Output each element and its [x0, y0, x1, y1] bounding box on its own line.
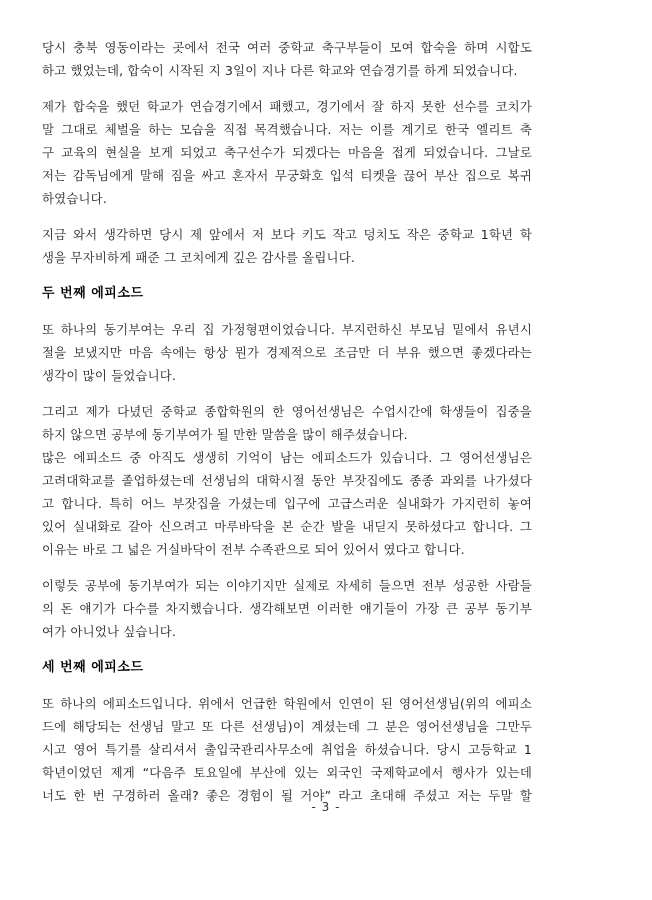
text-line: 하였습니다.: [42, 191, 107, 206]
text-line: 또 하나의 에피소드입니다. 위에서 언급한 학원에서 인연이 된 영어선생님(위의 에피소: [42, 696, 532, 711]
text-line: 저는 감독님에게 말해 짐을 싸고 혼자서 무궁화호 입석 티켓을 끊어 부산 집으로 복귀: [42, 168, 532, 183]
text-line: 이렇듯 공부에 동기부여가 되는 이야기지만 실제로 자세히 들으면 전부 성공한 사람들: [42, 578, 532, 593]
paragraph: [42, 574, 532, 643]
text-line: 학년이었던 제게 “다음주 토요일에 부산에 있는 외국인 국제학교에서 행사가 있는데: [42, 765, 532, 780]
text-line: 생을 무자비하게 패준 그 코치에게 깊은 감사를 올립니다.: [42, 250, 356, 265]
text-line: 고려대학교를 졸업하셨는데 선생님의 대학시절 동안 부잣집에도 종종 과외를 나가셨다: [42, 473, 532, 488]
text-line: 하지 않으면 공부에 동기부여가 될 만한 말씀을 많이 해주셨습니다.: [42, 427, 408, 442]
text-line: 당시 충북 영동이라는 곳에서 전국 여러 중학교 축구부들이 모여 합숙을 하며 시합도: [42, 40, 532, 55]
text-line: 너도 한 번 구경하러 올래? 좋은 경험이 될 거야” 라고 초대해 주셨고 저는 두말 할: [42, 788, 532, 803]
document-page: [42, 36, 532, 807]
text-line: 의 돈 얘기가 다수를 차지했습니다. 생각해보면 이러한 얘기들이 가장 큰 공부 동기부: [42, 601, 532, 616]
paragraph: [42, 223, 532, 269]
page-number: - 3 -: [311, 800, 341, 814]
paragraph: [42, 692, 532, 807]
text-line: 제가 합숙을 했던 학교가 연습경기에서 패했고, 경기에서 잘 하지 못한 선수를 코치가: [42, 99, 532, 114]
text-line: 그리고 제가 다녔던 중학교 종합학원의 한 영어선생님은 수업시간에 학생들이 집중을: [42, 404, 532, 419]
text-line: 여가 아니었나 싶습니다.: [42, 624, 177, 639]
text-line: 많은 에피소드 중 아직도 생생히 기억이 남는 에피소드가 있습니다. 그 영어선생님은: [42, 450, 532, 465]
text-line: 있어 실내화로 갈아 신으려고 마루바닥을 본 순간 발을 내딛지 못하셨다고 합니다. 그: [42, 519, 532, 534]
section-heading-episode-2: 두 번째 에피소드: [42, 286, 144, 301]
paragraph: [42, 318, 532, 387]
text-line: 절을 보냈지만 마음 속에는 항상 뭔가 경제적으로 조금만 더 부유 했으면 좋겠다라는: [42, 345, 532, 360]
text-line: 생각이 많이 들었습니다.: [42, 368, 177, 383]
text-line: 또 하나의 동기부여는 우리 집 가정형편이었습니다. 부지런하신 부모님 밑에서 유년시: [42, 322, 532, 337]
text-line: 지금 와서 생각하면 당시 제 앞에서 저 보다 키도 작고 덩치도 작은 중학교 1학년 학: [42, 227, 532, 242]
text-line: 드에 해당되는 선생님 말고 또 다른 선생님)이 계셨는데 그 분은 영어선생님을 그만두: [42, 719, 532, 734]
paragraph: [42, 95, 532, 210]
text-line: 시고 영어 특기를 살리셔서 출입국관리사무소에 취업을 하셨습니다. 당시 고등학교 1: [42, 742, 532, 757]
text-line: 구 교육의 현실을 보게 되었고 축구선수가 되겠다는 마음을 접게 되었습니다. 그날로: [42, 145, 532, 160]
text-line: 이유는 바로 그 넓은 거실바닥이 전부 수족관으로 되어 있어서 였다고 합니다.: [42, 542, 465, 557]
text-line: 하고 했었는데, 합숙이 시작된 지 3일이 지나 다른 학교와 연습경기를 하게 되었습니다.: [42, 63, 518, 78]
section-heading-episode-3: 세 번째 에피소드: [42, 660, 144, 675]
paragraph: [42, 36, 532, 82]
text-line: 고 합니다. 특히 어느 부잣집을 가셨는데 입구에 고급스러운 실내화가 가지런히 놓여: [42, 496, 532, 511]
paragraph: [42, 400, 532, 561]
text-line: 말 그대로 체벌을 하는 모습을 직접 목격했습니다. 저는 이를 계기로 한국 엘리트 축: [42, 122, 532, 137]
